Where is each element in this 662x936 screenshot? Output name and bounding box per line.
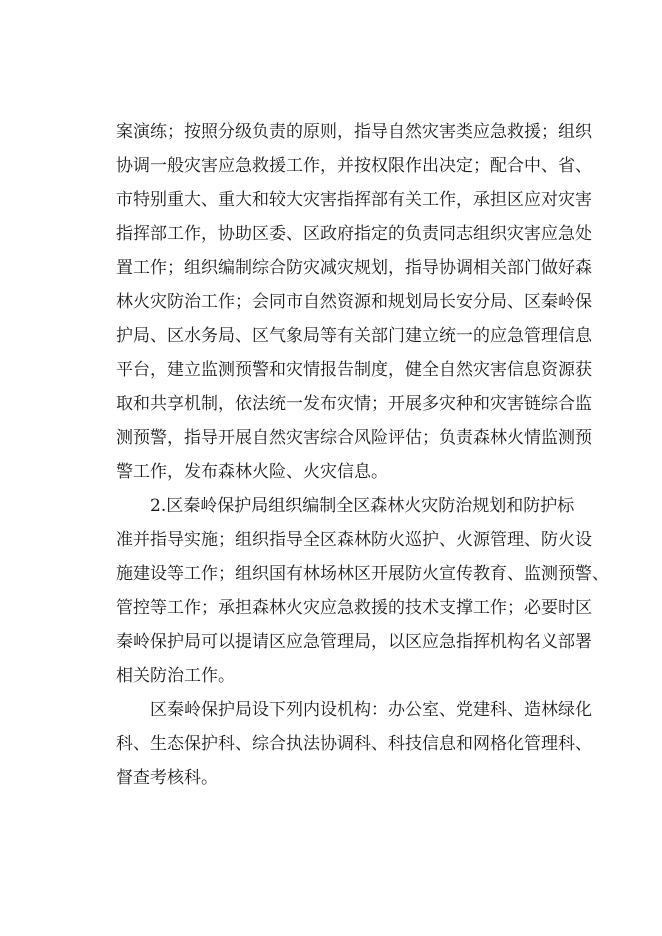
paragraph-3-line-3: 督查考核科。 bbox=[116, 768, 218, 788]
paragraph-1-line-9: 取和共享机制，依法统一发布灾情；开展多灾种和灾害链综合监 bbox=[116, 394, 592, 414]
paragraph-2-line-1: 2.区秦岭保护局组织编制全区森林火灾防治规划和防护标 bbox=[150, 496, 575, 516]
paragraph-2-line-5: 秦岭保护局可以提请区应急管理局，以区应急指挥机构名义部署 bbox=[116, 632, 592, 652]
paragraph-1-line-1: 案演练；按照分级负责的原则，指导自然灾害类应急救援；组织 bbox=[116, 122, 592, 142]
paragraph-2-line-3: 施建设等工作；组织国有林场林区开展防火宣传教育、监测预警、 bbox=[116, 564, 609, 584]
paragraph-1-line-2: 协调一般灾害应急救援工作，并按权限作出决定；配合中、省、 bbox=[116, 156, 592, 176]
paragraph-1-line-8: 平台，建立监测预警和灾情报告制度，健全自然灾害信息资源获 bbox=[116, 360, 592, 380]
paragraph-2-line-4: 管控等工作；承担森林火灾应急救援的技术支撑工作；必要时区 bbox=[116, 598, 592, 618]
paragraph-3-line-2: 科、生态保护科、综合执法协调科、科技信息和网格化管理科、 bbox=[116, 734, 592, 754]
paragraph-1-line-10: 测预警，指导开展自然灾害综合风险评估；负责森林火情监测预 bbox=[116, 428, 592, 448]
paragraph-1-line-11: 警工作，发布森林火险、火灾信息。 bbox=[116, 462, 388, 482]
paragraph-2-line-2: 准并指导实施；组织指导全区森林防火巡护、火源管理、防火设 bbox=[116, 530, 592, 550]
paragraph-1-line-4: 指挥部工作，协助区委、区政府指定的负责同志组织灾害应急处 bbox=[116, 224, 592, 244]
paragraph-2-line-6: 相关防治工作。 bbox=[116, 666, 235, 686]
paragraph-1-line-5: 置工作；组织编制综合防灾减灾规划，指导协调相关部门做好森 bbox=[116, 258, 592, 278]
paragraph-3-line-1: 区秦岭保护局设下列内设机构：办公室、党建科、造林绿化 bbox=[150, 700, 592, 720]
paragraph-1-line-7: 护局、区水务局、区气象局等有关部门建立统一的应急管理信息 bbox=[116, 326, 592, 346]
paragraph-1-line-6: 林火灾防治工作；会同市自然资源和规划局长安分局、区秦岭保 bbox=[116, 292, 592, 312]
paragraph-1-line-3: 市特别重大、重大和较大灾害指挥部有关工作，承担区应对灾害 bbox=[116, 190, 592, 210]
